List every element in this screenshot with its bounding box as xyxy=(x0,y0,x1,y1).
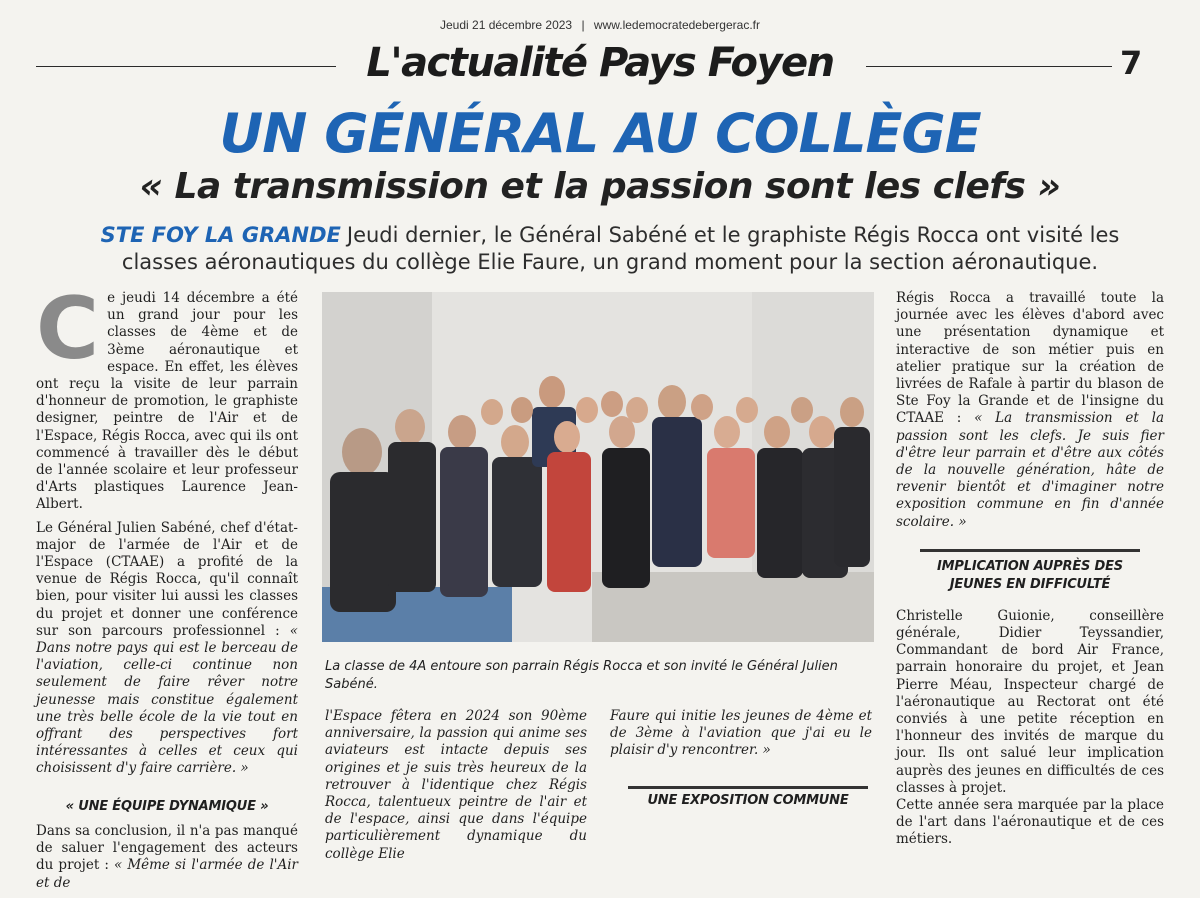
paragraph-reception: Christelle Guionie, conseillère générale, Didier Teyssandier, Commandant de bord Air France, parrain honoraire du projet, et Jean Pierre Méau, Inspecteur chargé de l'aéronautique au Rectorat ont été conviés à une petite réception en l'honneur des invités de marque du jour. Ils ont salué leur implication auprès des jeunes en difficultés de ces classes à projet. xyxy=(896,607,1164,796)
paragraph-conclusion-right: Cette année sera marquée par la place de l'art dans l'aéronautique et de ces métiers. xyxy=(896,797,1164,848)
publication-date: Jeudi 21 décembre 2023 xyxy=(440,18,573,32)
conclusion-quote: « Même si l'armée de l'Air et de xyxy=(36,857,298,891)
header-rule-right xyxy=(866,66,1112,67)
subhead-implication: IMPLICATION AUPRÈS DES JEUNES EN DIFFICULTÉ xyxy=(937,558,1123,592)
rocca-quote: « La transmission et la passion sont les clefs. Je suis fier d'être leur parrain et d'être aux côtés de la nouvelle génération, hâte de revenir bientôt et d'imaginer notre exposition commune en fin d'année scolaire. » xyxy=(896,410,1164,530)
photo-caption: La classe de 4A entoure son parrain Régis Rocca et son invité le Général Julien Sabéné. xyxy=(325,659,838,692)
website-link[interactable]: www.ledemocratedebergerac.fr xyxy=(593,18,760,32)
drop-cap: C xyxy=(36,279,100,379)
expo-rule xyxy=(628,786,868,789)
subhead-implication-rule xyxy=(920,549,1140,552)
article-subtitle: « La transmission et la passion sont les clefs » xyxy=(139,166,1061,207)
column-left xyxy=(36,279,298,898)
paragraph-conclusion xyxy=(36,823,298,892)
lede-place: STE FOY LA GRANDE xyxy=(100,223,341,247)
paragraph-general xyxy=(36,520,298,778)
paragraph-rocca-text: Régis Rocca a travaillé toute la journée avec les élèves d'abord avec une présentation dynamique et interactive de son métier puis en atelier pratique sur la création de livrées de Rafale à partir du blason de Ste Foy la Grande et de l'insigne du CTAAE : xyxy=(896,290,1164,427)
subhead-exposition: UNE EXPOSITION COMMUNE xyxy=(647,793,849,808)
subhead-equipe: « UNE ÉQUIPE DYNAMIQUE » xyxy=(65,798,269,814)
article-headline: UN GÉNÉRAL AU COLLÈGE xyxy=(219,102,981,165)
paragraph-intro xyxy=(36,279,298,514)
paragraph-intro-text: e jeudi 14 décembre a été un grand jour pour les classes de 4ème et de 3ème aéronautique et espace. En effet, les élèves ont reçu la visite de leur parrain d'honneur de promotion, le graphiste designer, peintre de l'Air et de l'Espace, Régis Rocca, avec qui ils ont commencé à travailler dès le début de l'année scolaire et leur professeur d'Arts plastiques Laurence Jean-Albert. xyxy=(36,290,298,513)
page-number: 7 xyxy=(1120,44,1143,82)
paragraph-conclusion-text: Dans sa conclusion, il n'a pas manqué de saluer l'engagement des acteurs du projet : xyxy=(36,822,298,874)
paragraph-rocca xyxy=(896,290,1164,531)
page-header xyxy=(0,18,1200,32)
section-title: L'actualité Pays Foyen xyxy=(366,40,834,86)
lede-text: Jeudi dernier, le Général Sabéné et le graphiste Régis Rocca ont visité les classes aéronautiques du collège Elie Faure, un grand moment pour la section aéronautique. xyxy=(121,223,1120,274)
class-photo-illustration xyxy=(322,292,874,642)
general-quote: « Dans notre pays qui est le berceau de l'aviation, celle-ci continue non seulement de faire rêver notre jeunesse mais constitue également une très belle école de la vie tout en offrant des perspectives fort intéressantes à celles et ceux qui choisissent d'y faire carrière. » xyxy=(36,622,298,777)
paragraph-general-text: Le Général Julien Sabéné, chef d'état-major de l'armée de l'Air et de l'Espace (CTAAE) a profité de la venue de Régis Rocca, qu'il connaît bien, pour visiter lui aussi les classes du projet et donner une conférence sur son parcours professionnel : xyxy=(36,519,298,639)
column-right xyxy=(896,290,1164,855)
column-middle-left: l'Espace fêtera en 2024 son 90ème anniversaire, la passion qui anime ses aviateurs est intacte depuis ses origines et je suis très heureux de la retrouver à l'identique chez Régis Rocca, talentueux peintre de l'air et de l'espace, ainsi que dans l'équipe particulièrement dynamique du collège Elie xyxy=(325,708,587,862)
class-photo xyxy=(322,292,874,642)
header-separator: | xyxy=(581,18,585,32)
column-middle-right: Faure qui initie les jeunes de 4ème et de 3ème à l'aviation que j'ai eu le plaisir d'y rencontrer. » xyxy=(610,708,872,759)
header-rule-left xyxy=(36,66,336,67)
article-lede xyxy=(80,222,1140,276)
